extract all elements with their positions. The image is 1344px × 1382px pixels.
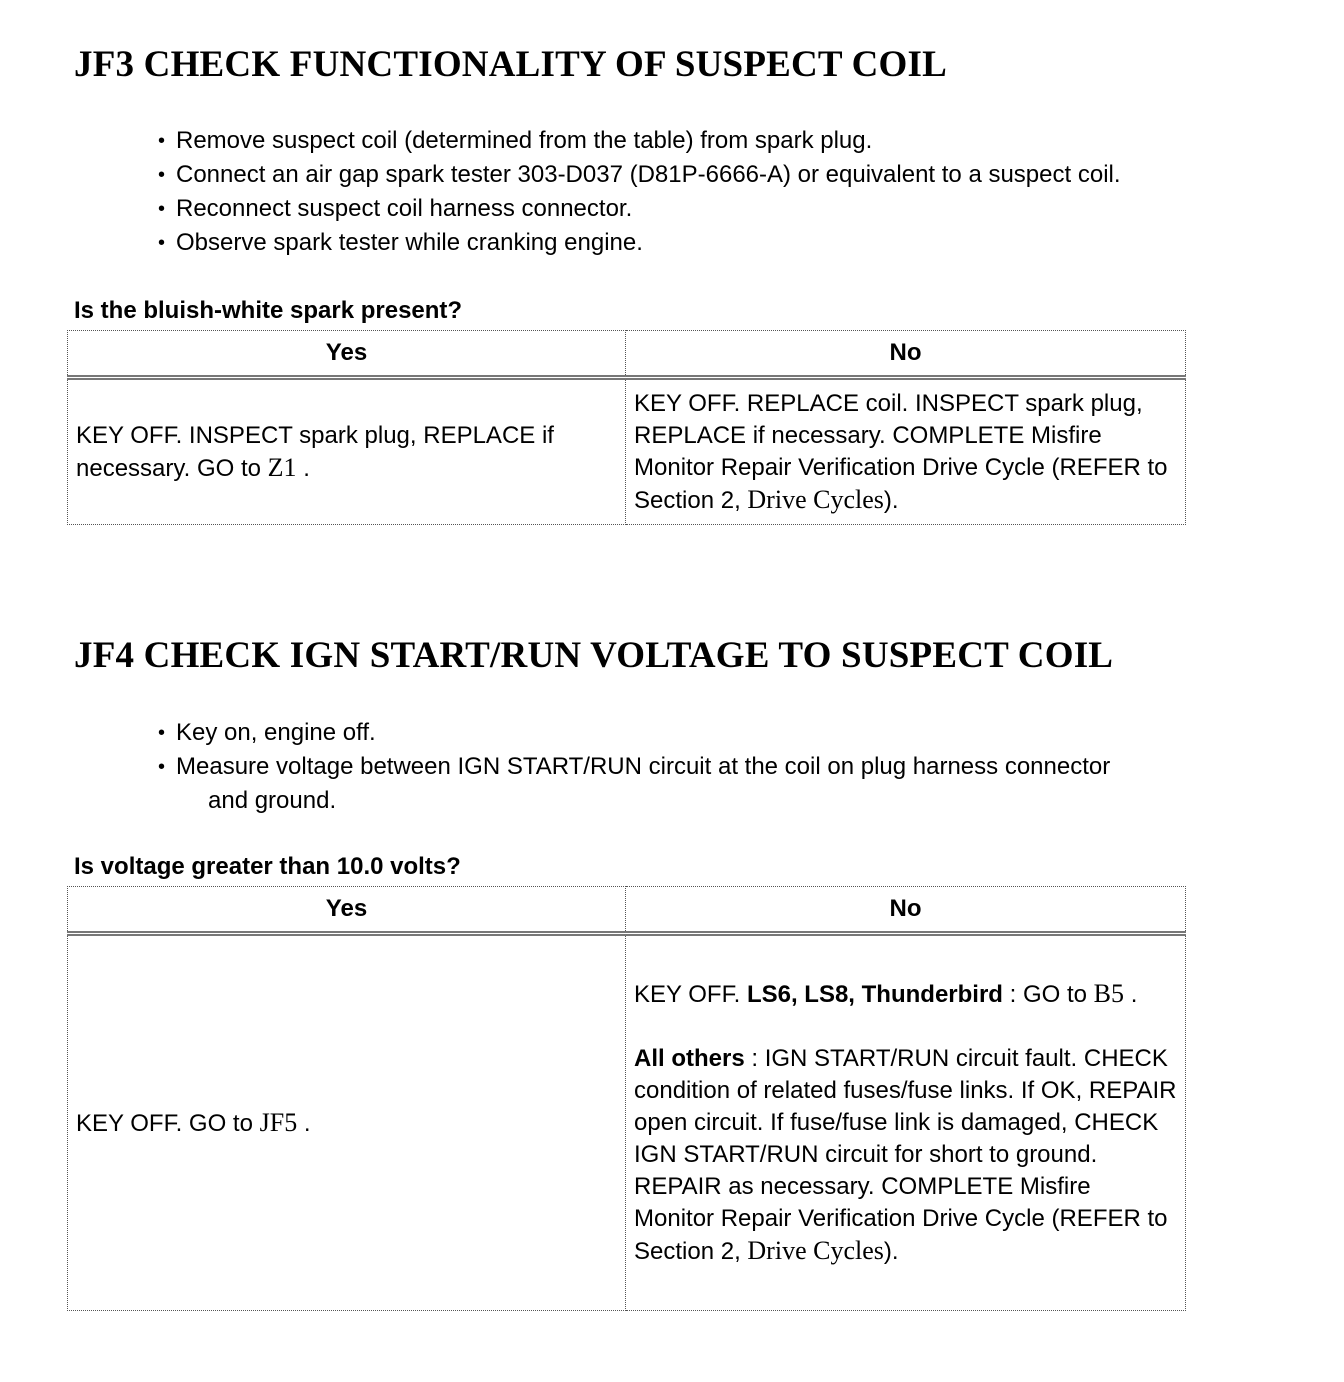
vehicle-list: LS6, LS8, Thunderbird [746, 981, 1003, 1008]
jf3-steps [158, 124, 1121, 260]
yes-text: KEY OFF. INSPECT spark plug, REPLACE if necessary. GO to [76, 421, 554, 482]
yes-text: KEY OFF. GO to [76, 1109, 253, 1137]
drive-cycles-link[interactable]: Drive Cycles [747, 484, 884, 514]
no-cell [626, 378, 1186, 525]
jf4-step-2 [158, 750, 1110, 818]
all-others-label: All others [634, 1045, 745, 1072]
jf3-step-4: • Observe spark tester while cranking engine. [158, 226, 1121, 260]
jf4-question: Is voltage greater than 10.0 volts? [74, 853, 461, 880]
drive-cycles-link[interactable]: Drive Cycles [747, 1236, 884, 1265]
jf5-link[interactable]: JF5 [259, 1107, 298, 1137]
jf4-step-2-cont: and ground. [208, 787, 337, 814]
jf4-title: JF4 CHECK IGN START/RUN VOLTAGE TO SUSPECT COIL [74, 635, 1114, 676]
no-p2-text: : IGN START/RUN circuit fault. CHECK condition of related fuses/fuse links. If OK, REPAIR open circuit. If fuse/fuse link is damaged, CHECK IGN START/RUN circuit for short to ground. REPAIR as necessary. COMPLETE Misfire Monitor Repair Verification Drive Cycle (REFER to Section 2, [634, 1045, 1177, 1265]
b5-link[interactable]: B5 [1093, 979, 1125, 1008]
no-p2-end: ). [883, 1238, 899, 1265]
no-p1-end: . [1130, 981, 1138, 1008]
jf3-step-2: • Connect an air gap spark tester 303-D037 (D81P-6666-A) or equivalent to a suspect coil. [158, 158, 1121, 192]
yes-cell [68, 378, 626, 525]
jf3-title: JF3 CHECK FUNCTIONALITY OF SUSPECT COIL [74, 44, 947, 85]
jf3-step-3: • Reconnect suspect coil harness connector. [158, 192, 1121, 226]
yes-header: Yes [68, 887, 626, 934]
table-row [68, 934, 1186, 1311]
yes-header: Yes [68, 331, 626, 378]
table-row [68, 378, 1186, 525]
no-p1-mid: : GO to [1009, 981, 1087, 1008]
yes-cell [68, 934, 626, 1311]
jf3-question: Is the bluish-white spark present? [74, 297, 463, 324]
table-header-row [68, 331, 1186, 378]
yes-end: . [303, 454, 310, 482]
jf4-step-2-text: Measure voltage between IGN START/RUN circuit at the coil on plug harness connector [176, 753, 1111, 780]
jf3-answer-table [67, 330, 1186, 525]
no-header: No [626, 331, 1186, 378]
no-header: No [626, 887, 1186, 934]
no-p1-text: KEY OFF. [634, 981, 741, 1008]
z1-link[interactable]: Z1 [267, 452, 297, 482]
jf4-steps [158, 716, 1110, 818]
no-end: ). [883, 486, 899, 514]
table-header-row [68, 887, 1186, 934]
yes-end: . [303, 1109, 311, 1137]
jf3-step-1: • Remove suspect coil (determined from the table) from spark plug. [158, 124, 1121, 158]
jf4-answer-table [67, 886, 1186, 1311]
jf4-step-1: • Key on, engine off. [158, 716, 1110, 750]
no-cell [626, 934, 1186, 1311]
no-text: KEY OFF. REPLACE coil. INSPECT spark plug, REPLACE if necessary. COMPLETE Misfire Monitor Repair Verification Drive Cycle (REFER to Section 2, [634, 389, 1168, 514]
